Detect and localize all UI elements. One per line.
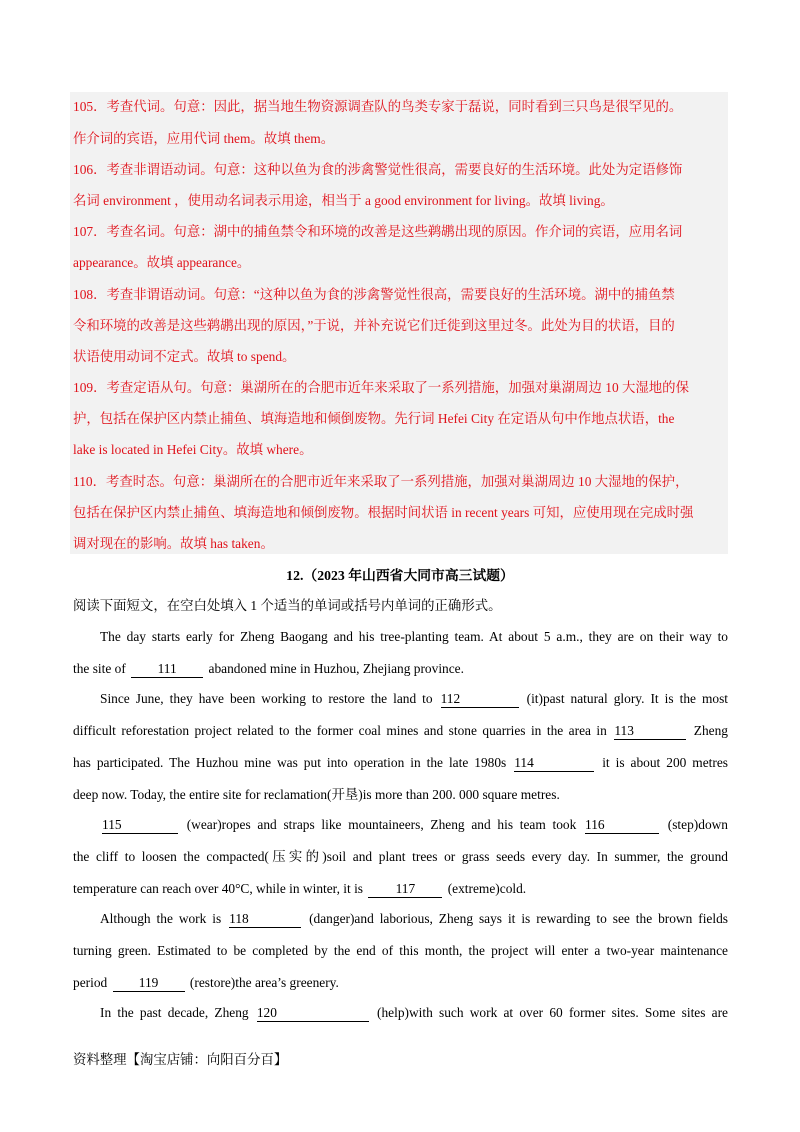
passage-line — [73, 753, 728, 773]
instruction-text: 阅读下面短文，在空白处填入 1 个适当的单词或括号内单词的正确形式。 — [73, 598, 502, 613]
passage-text: turning green. Estimated to be completed by the end of this month, the project will enter a two-year maintenance — [73, 943, 728, 958]
passage-text: (danger)and laborious, Zheng says it is rewarding to see the brown fields — [303, 911, 728, 926]
passage-text: (it)past natural glory. It is the most — [520, 691, 728, 706]
blank-113[interactable]: 113 — [614, 723, 686, 740]
answer-line: 护，包括在保护区内禁止捕鱼、填海造地和倾倒废物。先行词 Hefei City 在定语从句中作地点状语，the — [73, 411, 675, 426]
passage-text: has participated. The Huzhou mine was put into operation in the late 1980s — [73, 755, 513, 770]
blank-111[interactable]: 111 — [131, 661, 203, 678]
blank-115[interactable]: 115 — [102, 817, 178, 834]
passage-text: the cliff to loosen the compacted(压实的)soil and plant trees or grass seeds every day. In summer, the ground — [73, 849, 728, 864]
answer-line: appearance。故填 appearance。 — [73, 255, 251, 270]
passage-text: (wear)ropes and straps like mountaineers, Zheng and his team took — [180, 817, 584, 832]
answer-line: 名词 environment ，使用动名词表示用途，相当于 a good environment for living。故填 living。 — [73, 193, 614, 208]
passage-line — [73, 785, 728, 805]
passage-text: (extreme)cold. — [444, 881, 527, 896]
passage-line — [73, 941, 728, 961]
passage-text: temperature can reach over 40°C, while in winter, it is — [73, 881, 367, 896]
passage-text: The day starts early for Zheng Baogang and his tree-planting team. At about 5 a.m., they are on their way to — [100, 629, 728, 644]
blank-119[interactable]: 119 — [113, 975, 185, 992]
passage-line — [73, 721, 728, 741]
answer-line: lake is located in Hefei City。故填 where。 — [73, 442, 313, 457]
blank-120[interactable]: 120 — [257, 1005, 369, 1022]
answer-line: 包括在保护区内禁止捕鱼、填海造地和倾倒废物。根据时间状语 in recent years 可知，应使用现在完成时强 — [73, 505, 694, 520]
answer-line: 110．考查时态。句意：巢湖所在的合肥市近年来采取了一系列措施，加强对巢湖周边 10 大湿地的保护， — [73, 474, 689, 489]
answer-line: 107．考查名词。句意：湖中的捕鱼禁令和环境的改善是这些鹈鹕出现的原因。作介词的宾语，应用名词 — [73, 224, 683, 239]
blank-116[interactable]: 116 — [585, 817, 659, 834]
answer-line: 105．考查代词。句意：因此，据当地生物资源调查队的鸟类专家于磊说，同时看到三只鸟是很罕见的。 — [73, 99, 683, 114]
blank-114[interactable]: 114 — [514, 755, 594, 772]
answer-line: 108．考查非谓语动词。句意：“这种以鱼为食的涉禽警觉性很高，需要良好的生活环境。湖中的捕鱼禁 — [73, 287, 675, 302]
passage-text: deep now. Today, the entire site for reclamation(开垦)is more than 200. 000 square metres. — [73, 787, 560, 802]
section-title: 12.（2023 年山西省大同市高三试题） — [286, 568, 514, 583]
passage-text: In the past decade, Zheng — [100, 1005, 255, 1020]
answer-line: 令和环境的改善是这些鹈鹕出现的原因，”于说，并补充说它们迁徙到这里过冬。此处为目的状语，目的 — [73, 318, 675, 333]
passage-text: the site of — [73, 661, 130, 676]
answer-line: 状语使用动词不定式。故填 to spend。 — [73, 349, 296, 364]
footer-source: 资料整理【淘宝店铺：向阳百分百】 — [73, 1052, 288, 1067]
passage-text: (restore)the area’s greenery. — [186, 975, 339, 990]
blank-117[interactable]: 117 — [368, 881, 442, 898]
passage-text: Since June, they have been working to restore the land to — [100, 691, 439, 706]
answer-line: 调对现在的影响。故填 has taken。 — [73, 536, 274, 551]
passage-text: difficult reforestation project related to the former coal mines and stone quarries in the area in — [73, 723, 613, 738]
blank-118[interactable]: 118 — [229, 911, 301, 928]
passage-text: (help)with such work at over 60 former sites. Some sites are — [370, 1005, 728, 1020]
passage-line — [73, 659, 728, 679]
passage-text: abandoned mine in Huzhou, Zhejiang province. — [205, 661, 464, 676]
passage-text: Although the work is — [100, 911, 228, 926]
answer-line: 106．考查非谓语动词。句意：这种以鱼为食的涉禽警觉性很高，需要良好的生活环境。此处为定语修饰 — [73, 162, 683, 177]
passage-line — [73, 847, 728, 867]
passage-text: (step)down — [661, 817, 728, 832]
answer-line: 109．考查定语从句。句意：巢湖所在的合肥市近年来采取了一系列措施，加强对巢湖周边 10 大湿地的保 — [73, 380, 689, 395]
passage-text: it is about 200 metres — [596, 755, 729, 770]
passage-line — [73, 973, 728, 993]
passage-line — [73, 879, 728, 899]
passage-line — [100, 1003, 728, 1023]
passage-text: Zheng — [688, 723, 728, 738]
passage-line — [100, 627, 728, 647]
passage-text: period — [73, 975, 111, 990]
passage-line — [100, 909, 728, 929]
passage-line — [100, 689, 728, 709]
answer-line: 作介词的宾语，应用代词 them。故填 them。 — [73, 131, 335, 146]
blank-112[interactable]: 112 — [441, 691, 519, 708]
passage-line — [100, 815, 728, 835]
